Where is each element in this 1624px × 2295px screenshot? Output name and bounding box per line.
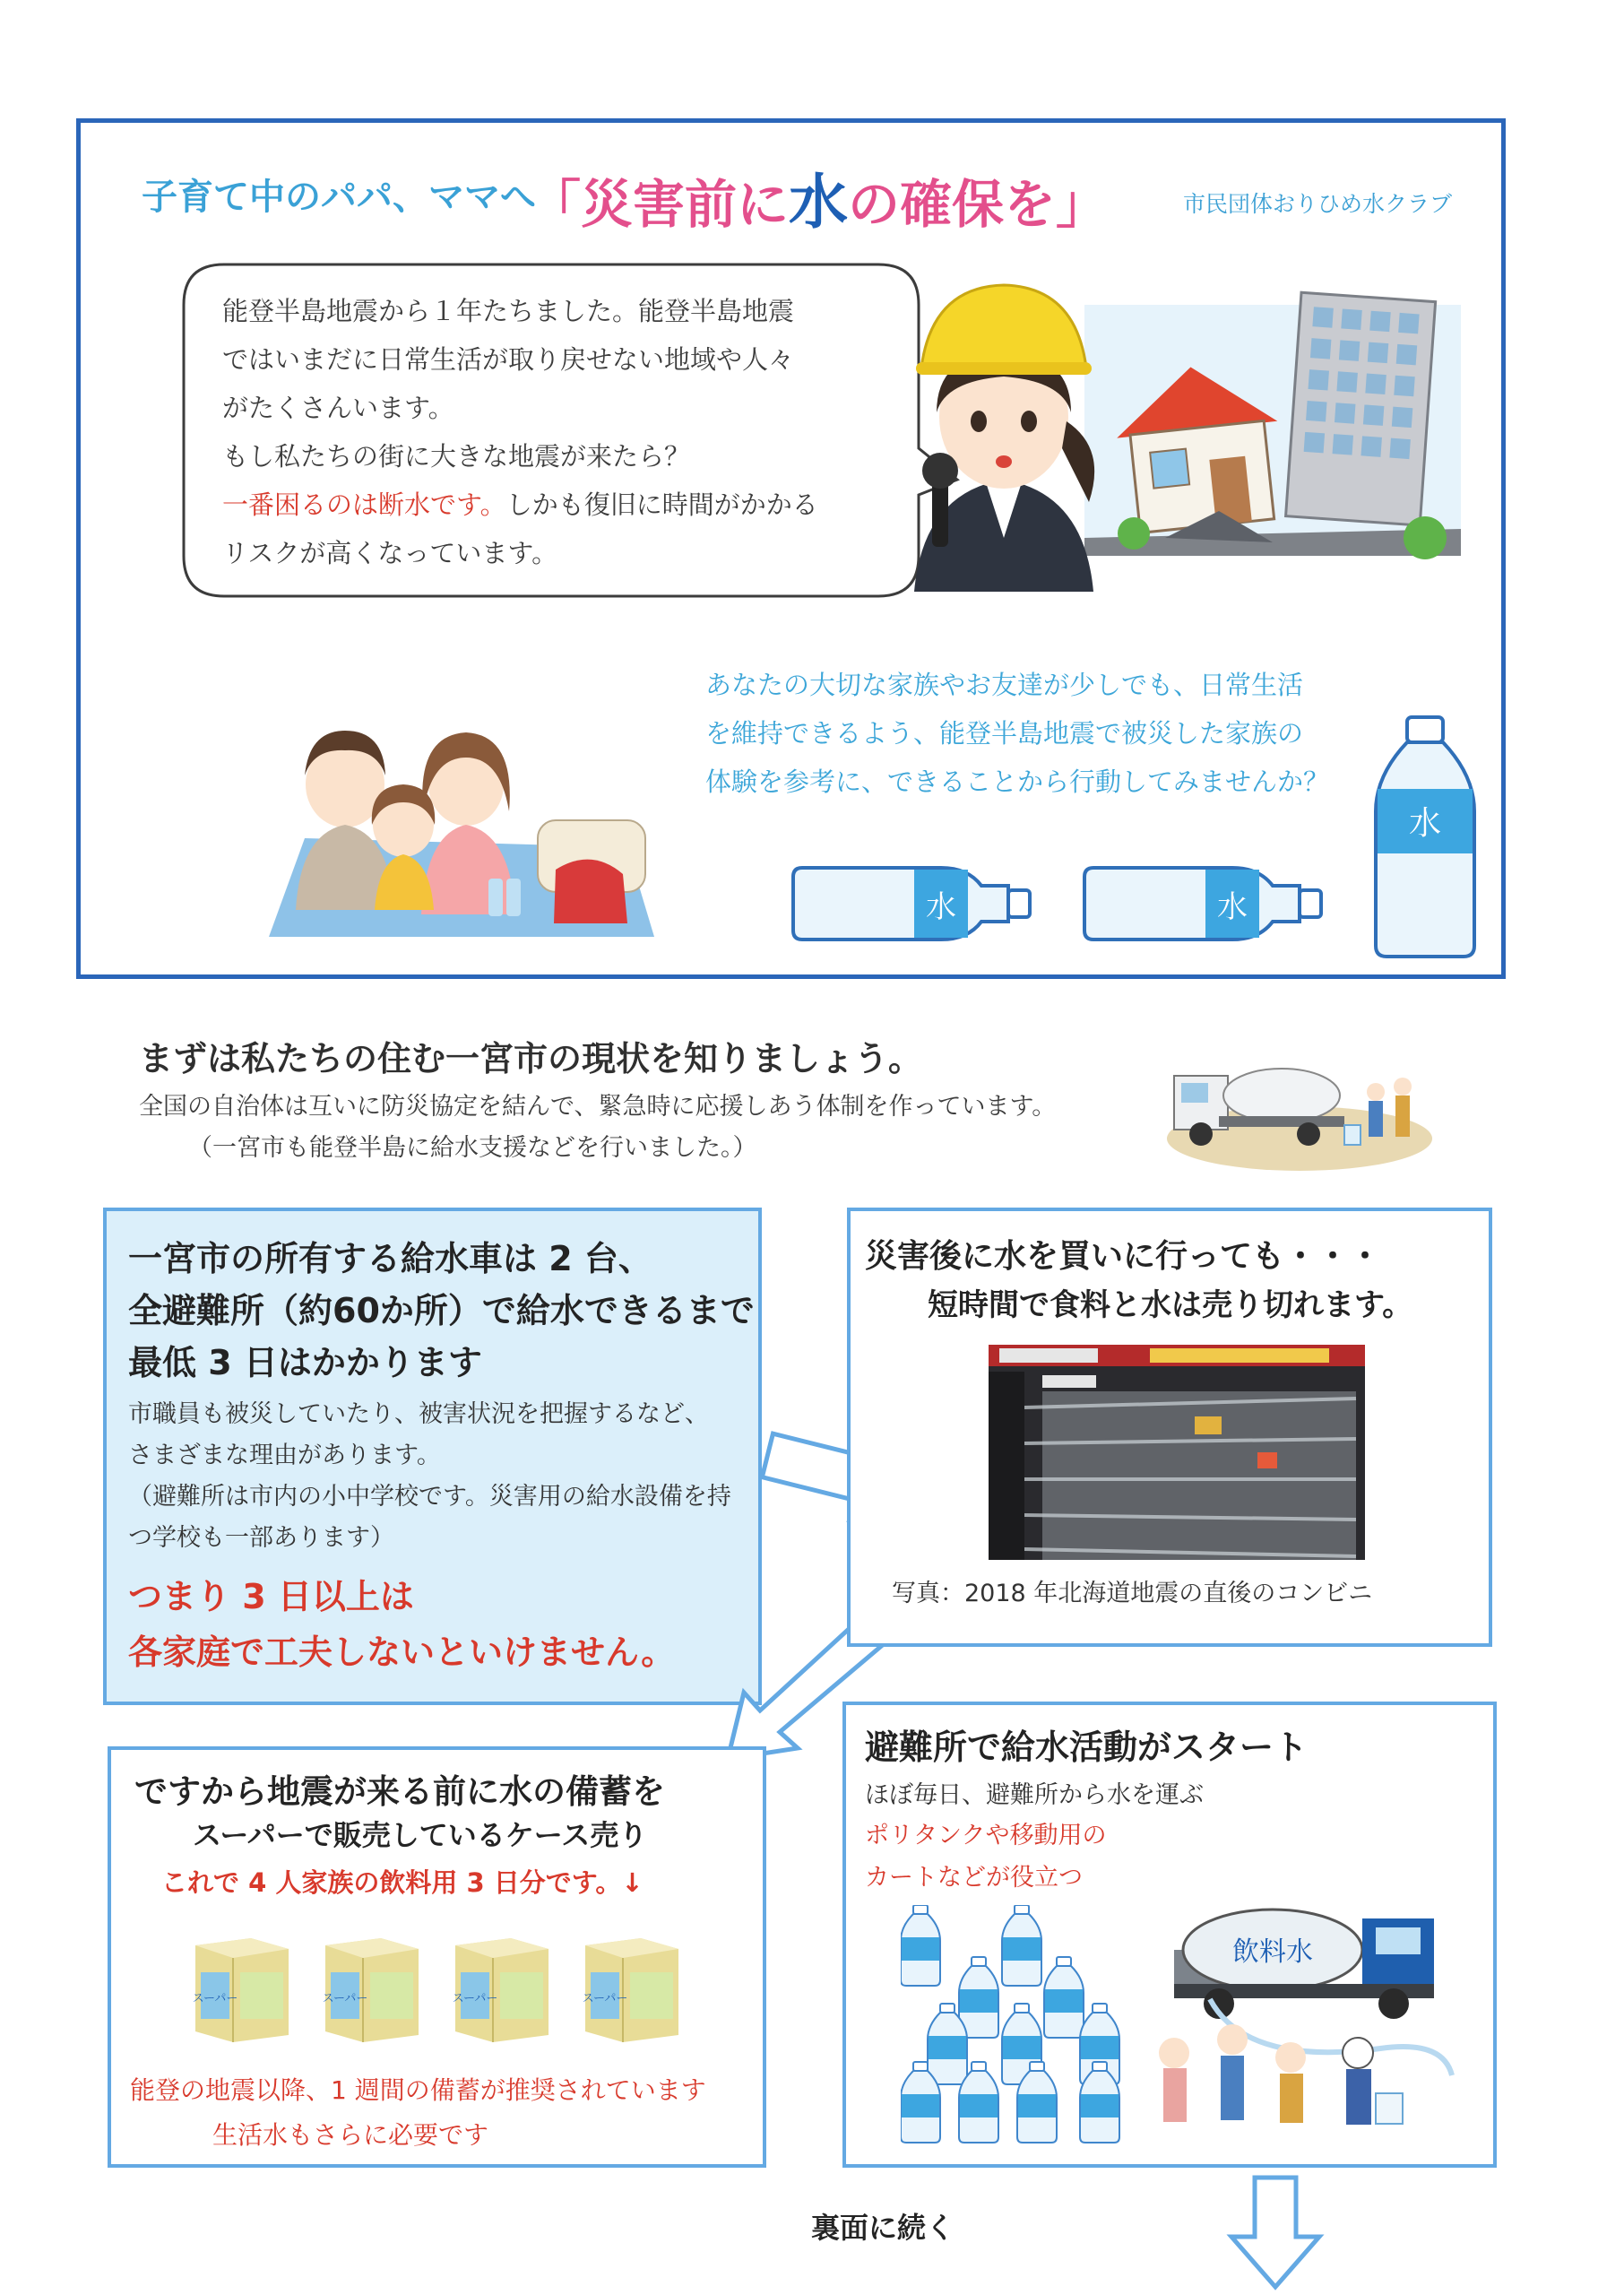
city-status-title: まずは私たちの住む一宮市の現状を知りましょう。: [139, 1039, 923, 1078]
header-subtitle: 子育て中のパパ、ママへ: [142, 177, 536, 218]
title-bracket-open: 「: [529, 174, 582, 235]
water-truck-conclusion-line: つまり 3 日以上は: [128, 1577, 414, 1616]
family-message-line: 体験を参考に、できることから行動してみませんか？: [705, 766, 1330, 797]
empty-store-shelves-photo: [989, 1345, 1365, 1560]
continued-notice: 裏面に続く: [811, 2211, 955, 2245]
family-message: [705, 661, 1404, 806]
water-truck-heading: [128, 1233, 755, 1389]
family-message-line: あなたの大切な家族やお友達が少しでも、日常生活: [705, 670, 1304, 700]
water-case-label: スーパー: [452, 1992, 498, 2005]
photo-caption: 写真：2018 年北海道地震の直後のコンビニ: [892, 1580, 1373, 1607]
tank-label: 飲料水: [1232, 1936, 1313, 1968]
bottle-lying-icon: [1080, 850, 1331, 957]
stockpile-note: 生活水もさらに必要です: [212, 2120, 489, 2150]
water-truck-body-line: 市職員も被災していたり、被害状況を把握するなど、: [128, 1400, 709, 1428]
intro-line: ではいまだに日常生活が取り戻せない地域や人々: [222, 344, 795, 375]
water-truck-heading-line: 全避難所（約60か所）で給水できるまで: [128, 1291, 755, 1330]
stockpile-subtitle: スーパーで販売しているケース売り: [193, 1818, 648, 1852]
water-case-box-icon: [448, 1918, 556, 2044]
shelter-water-truck-illustration: [1156, 1887, 1488, 2156]
title-water: 水: [789, 168, 849, 237]
water-truck-body: [128, 1394, 731, 1559]
intro-text: [222, 287, 921, 577]
reporter-earthquake-illustration: [896, 269, 1470, 592]
water-truck-conclusion: [128, 1569, 675, 1680]
water-case-box-icon: [318, 1918, 426, 2044]
stockpile-note: 能登の地震以降、1 週間の備蓄が推奨されています: [130, 2075, 706, 2105]
intro-line: [222, 481, 921, 529]
stockpile-amount: これで 4 人家族の飲料用 3 日分です。↓: [161, 1867, 644, 1898]
bottle-lying-icon: [789, 850, 1040, 957]
water-truck-body-line: つ学校も一部あります）: [128, 1524, 394, 1552]
intro-line: リスクが高くなっています。: [222, 538, 558, 568]
water-case-box-icon: [578, 1918, 686, 2044]
water-case-row: [188, 1918, 726, 2053]
water-truck-body-line: （避難所は市内の小中学校です。災害用の給水設備を持: [128, 1483, 731, 1511]
title-part1: 災害前に: [581, 174, 790, 235]
intro-highlight: 一番困るのは断水です。: [222, 489, 506, 520]
water-case-label: スーパー: [322, 1992, 368, 2005]
stockpile-title: ですから地震が来る前に水の備蓄を: [134, 1772, 665, 1811]
bottle-label: 水: [926, 889, 956, 925]
arrow-down-icon: [1226, 2174, 1325, 2292]
water-truck-illustration: [1165, 1040, 1434, 1174]
title-part2: の確保を: [848, 174, 1057, 235]
water-case-box-icon: [188, 1918, 296, 2044]
city-status-text: 全国の自治体は互いに防災協定を結んで、緊急時に応援しあう体制を作っています。: [139, 1093, 1057, 1121]
family-shelter-illustration: [269, 677, 663, 946]
after-disaster-subtitle: 短時間で食料と水は売り切れます。: [928, 1287, 1413, 1323]
water-truck-body-line: さまざまな理由があります。: [128, 1442, 441, 1469]
intro-line-rest: しかも復旧に時間がかかる: [505, 489, 818, 520]
city-status-note: （一宮市も能登半島に給水支援などを行いました。）: [188, 1134, 757, 1162]
water-case-label: スーパー: [192, 1992, 238, 2005]
bottle-label: 水: [1217, 889, 1248, 925]
water-truck-heading-line: 一宮市の所有する給水車は 2 台、: [128, 1239, 652, 1278]
intro-line: がたくさんいます。: [222, 393, 454, 423]
shelter-text-highlight: ポリタンクや移動用の: [865, 1822, 1107, 1849]
intro-line: 能登半島地震から１年たちました。能登半島地震: [222, 296, 795, 326]
shelter-text: ほぼ毎日、避難所から水を運ぶ: [865, 1781, 1204, 1809]
title-bracket-close: 」: [1056, 174, 1109, 235]
water-truck-conclusion-line: 各家庭で工夫しないといけません。: [128, 1632, 676, 1672]
water-truck-heading-line: 最低 3 日はかかります: [128, 1343, 482, 1382]
water-case-label: スーパー: [582, 1992, 628, 2005]
family-message-line: を維持できるよう、能登半島地震で被災した家族の: [705, 718, 1304, 749]
shelter-title: 避難所で給水活動がスタート: [865, 1728, 1309, 1767]
bottle-standing-icon: [1367, 713, 1483, 964]
intro-line: もし私たちの街に大きな地震が来たら？: [222, 441, 691, 472]
after-disaster-title: 災害後に水を買いに行っても・・・: [865, 1238, 1382, 1275]
organization-name: 市民団体おりひめ水クラブ: [1183, 191, 1453, 217]
bottle-label: 水: [1408, 805, 1442, 842]
shelter-text-highlight: カートなどが役立つ: [865, 1864, 1083, 1892]
stacked-bottles-illustration: [901, 1905, 1143, 2147]
header-title: [529, 154, 1108, 239]
